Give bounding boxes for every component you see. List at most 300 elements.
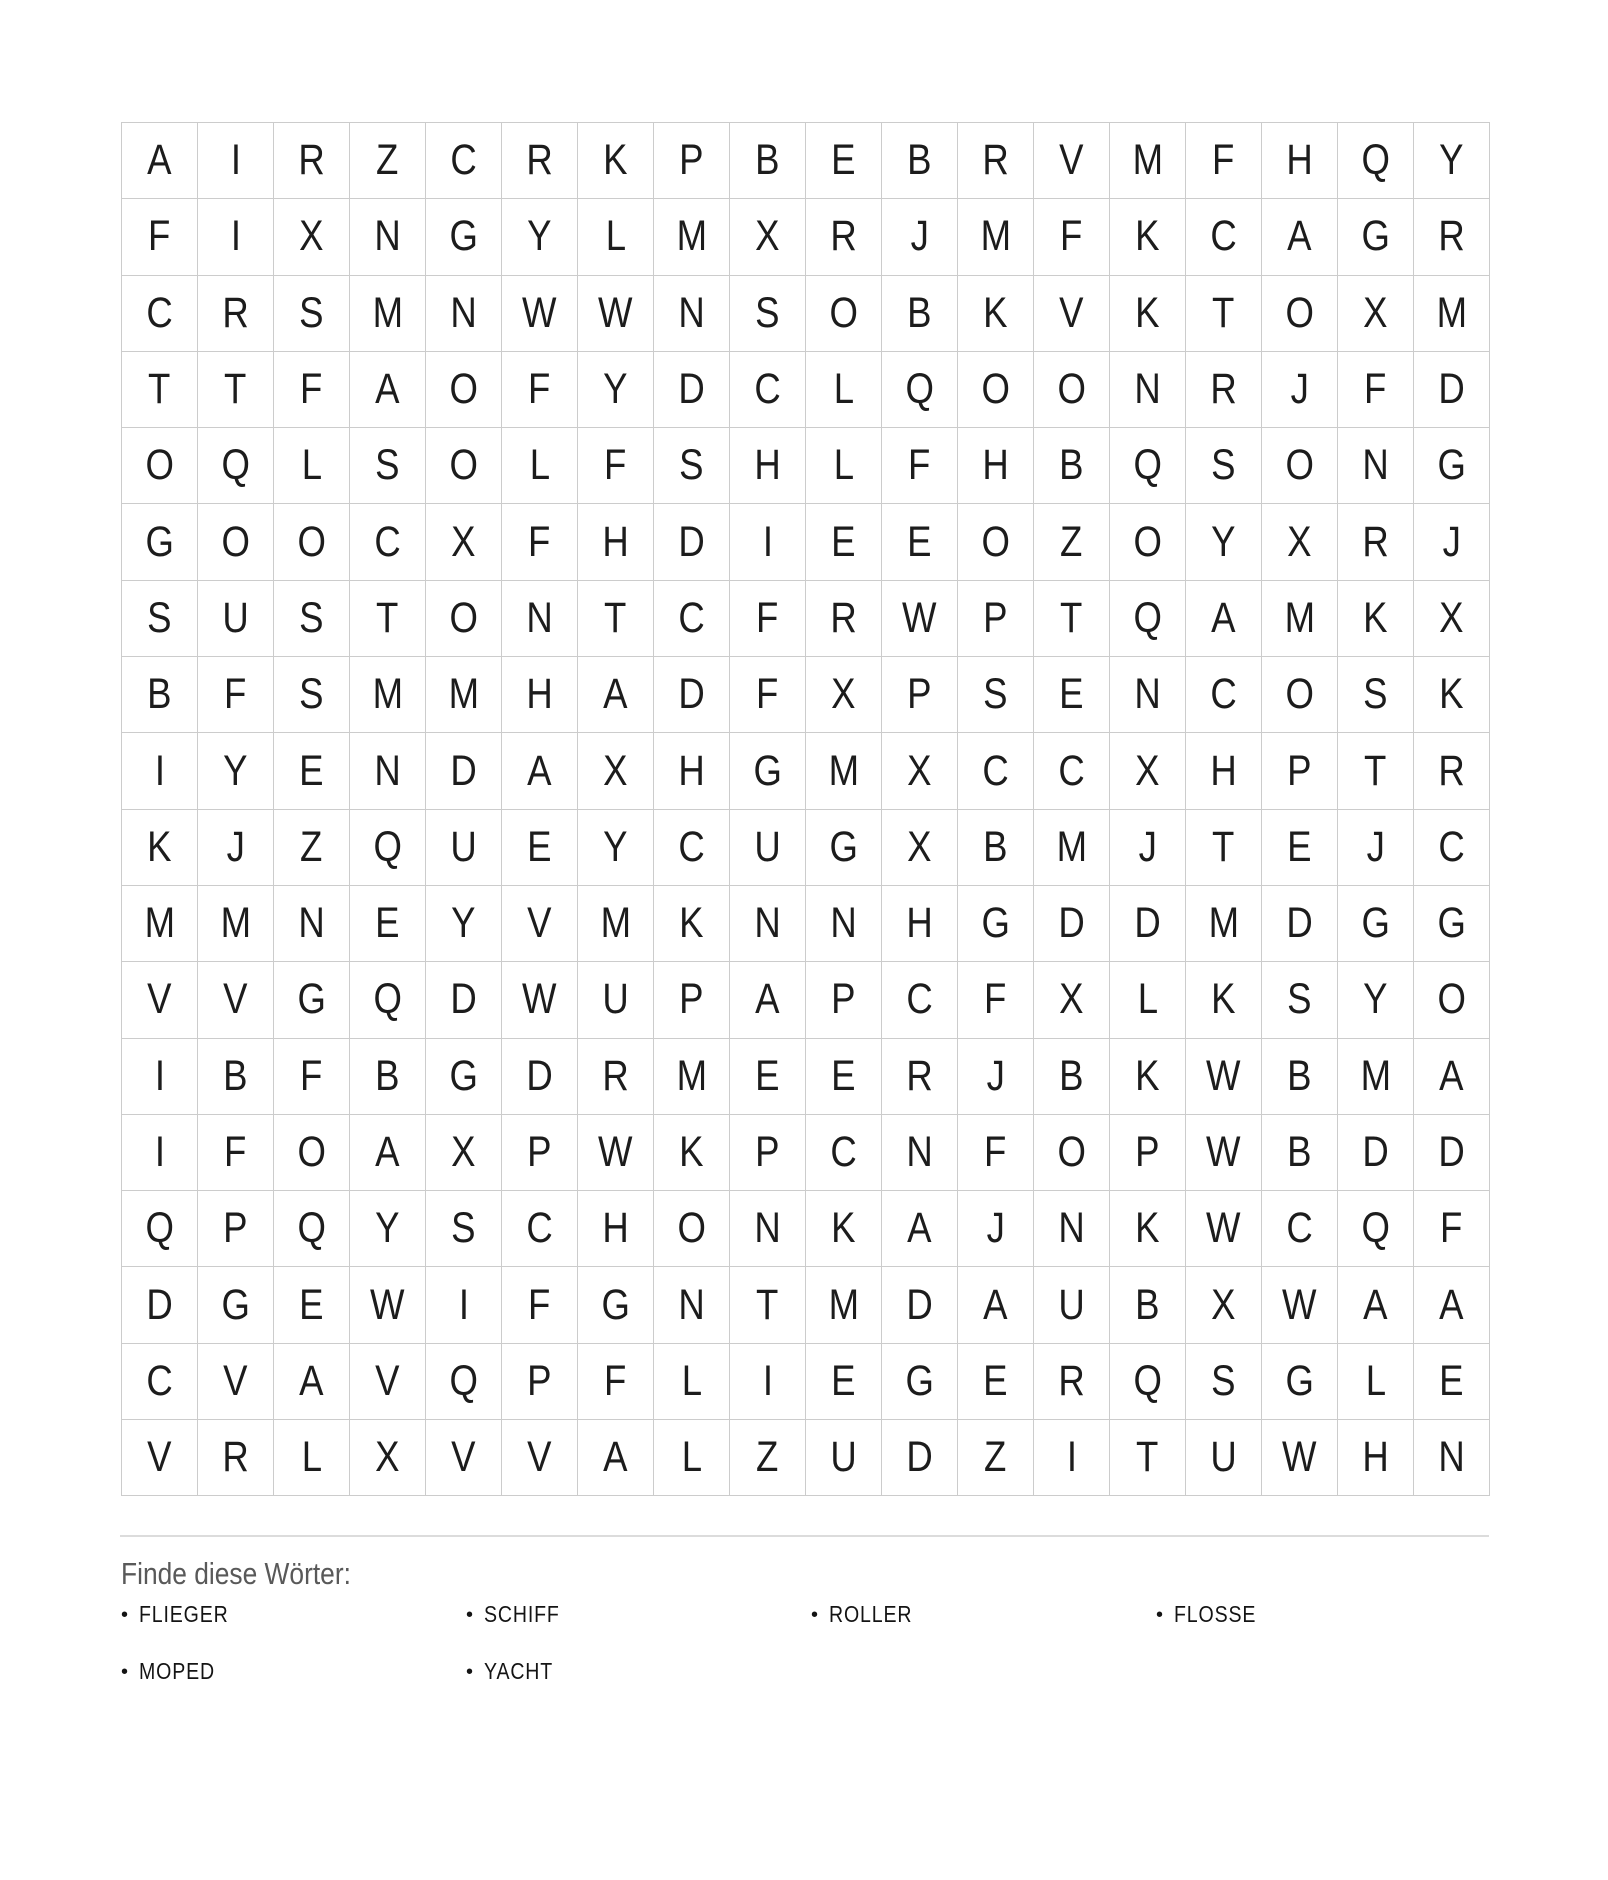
grid-cell[interactable] <box>1414 352 1490 428</box>
grid-cell[interactable] <box>806 1267 882 1343</box>
grid-cell[interactable] <box>1414 1344 1490 1420</box>
grid-cell[interactable] <box>1262 657 1338 733</box>
grid-cell[interactable] <box>654 657 730 733</box>
grid-cell[interactable] <box>654 199 730 275</box>
grid-cell[interactable] <box>1262 581 1338 657</box>
grid-cell[interactable] <box>1034 1344 1110 1420</box>
grid-cell[interactable] <box>730 733 806 809</box>
grid-cell[interactable] <box>578 428 654 504</box>
grid-cell[interactable] <box>1262 352 1338 428</box>
grid-cell[interactable] <box>1414 1191 1490 1267</box>
grid-cell[interactable] <box>198 352 274 428</box>
grid-cell[interactable] <box>350 810 426 886</box>
grid-cell[interactable] <box>958 199 1034 275</box>
grid-cell[interactable] <box>122 504 198 580</box>
grid-cell[interactable] <box>578 276 654 352</box>
grid-cell[interactable] <box>1110 1191 1186 1267</box>
grid-cell[interactable] <box>730 962 806 1038</box>
grid-cell[interactable] <box>274 428 350 504</box>
grid-cell[interactable] <box>426 1344 502 1420</box>
grid-cell[interactable] <box>806 657 882 733</box>
grid-cell[interactable] <box>1414 428 1490 504</box>
grid-cell[interactable] <box>1338 276 1414 352</box>
grid-cell[interactable] <box>654 276 730 352</box>
grid-cell[interactable] <box>1338 1344 1414 1420</box>
grid-cell[interactable] <box>1262 962 1338 1038</box>
grid-cell[interactable] <box>198 1344 274 1420</box>
grid-cell[interactable] <box>1110 1115 1186 1191</box>
grid-cell[interactable] <box>122 276 198 352</box>
grid-cell[interactable] <box>958 1420 1034 1496</box>
grid-cell[interactable] <box>350 1267 426 1343</box>
grid-cell[interactable] <box>1110 1039 1186 1115</box>
grid-cell[interactable] <box>1186 276 1262 352</box>
grid-cell[interactable] <box>730 1267 806 1343</box>
grid-cell[interactable] <box>350 123 426 199</box>
grid-cell[interactable] <box>578 1420 654 1496</box>
grid-cell[interactable] <box>958 123 1034 199</box>
grid-cell[interactable] <box>1414 1420 1490 1496</box>
grid-cell[interactable] <box>502 733 578 809</box>
grid-cell[interactable] <box>654 1344 730 1420</box>
grid-cell[interactable] <box>806 810 882 886</box>
grid-cell[interactable] <box>350 504 426 580</box>
grid-cell[interactable] <box>806 1039 882 1115</box>
grid-cell[interactable] <box>958 733 1034 809</box>
grid-cell[interactable] <box>1110 1267 1186 1343</box>
grid-cell[interactable] <box>1110 352 1186 428</box>
grid-cell[interactable] <box>958 352 1034 428</box>
grid-cell[interactable] <box>1186 1039 1262 1115</box>
grid-cell[interactable] <box>654 352 730 428</box>
grid-cell[interactable] <box>882 1420 958 1496</box>
grid-cell[interactable] <box>426 352 502 428</box>
grid-cell[interactable] <box>1414 1039 1490 1115</box>
grid-cell[interactable] <box>350 1039 426 1115</box>
grid-cell[interactable] <box>1186 199 1262 275</box>
grid-cell[interactable] <box>122 1420 198 1496</box>
grid-cell[interactable] <box>882 886 958 962</box>
grid-cell[interactable] <box>882 1191 958 1267</box>
grid-cell[interactable] <box>122 428 198 504</box>
grid-cell[interactable] <box>426 1267 502 1343</box>
grid-cell[interactable] <box>1034 581 1110 657</box>
grid-cell[interactable] <box>730 276 806 352</box>
grid-cell[interactable] <box>1186 1344 1262 1420</box>
grid-cell[interactable] <box>1414 886 1490 962</box>
grid-cell[interactable] <box>502 962 578 1038</box>
grid-cell[interactable] <box>1262 733 1338 809</box>
grid-cell[interactable] <box>426 657 502 733</box>
grid-cell[interactable] <box>882 1039 958 1115</box>
grid-cell[interactable] <box>1338 428 1414 504</box>
grid-cell[interactable] <box>1186 1267 1262 1343</box>
grid-cell[interactable] <box>122 886 198 962</box>
grid-cell[interactable] <box>882 581 958 657</box>
grid-cell[interactable] <box>1338 1267 1414 1343</box>
grid-cell[interactable] <box>426 276 502 352</box>
grid-cell[interactable] <box>350 962 426 1038</box>
grid-cell[interactable] <box>654 886 730 962</box>
grid-cell[interactable] <box>274 886 350 962</box>
grid-cell[interactable] <box>122 1115 198 1191</box>
grid-cell[interactable] <box>122 657 198 733</box>
grid-cell[interactable] <box>1110 810 1186 886</box>
grid-cell[interactable] <box>1186 733 1262 809</box>
grid-cell[interactable] <box>122 199 198 275</box>
grid-cell[interactable] <box>198 123 274 199</box>
grid-cell[interactable] <box>274 581 350 657</box>
grid-cell[interactable] <box>426 1039 502 1115</box>
grid-cell[interactable] <box>426 199 502 275</box>
grid-cell[interactable] <box>426 1115 502 1191</box>
grid-cell[interactable] <box>1338 657 1414 733</box>
grid-cell[interactable] <box>1338 962 1414 1038</box>
grid-cell[interactable] <box>1034 1267 1110 1343</box>
grid-cell[interactable] <box>1414 1115 1490 1191</box>
grid-cell[interactable] <box>122 1191 198 1267</box>
grid-cell[interactable] <box>1110 504 1186 580</box>
grid-cell[interactable] <box>350 428 426 504</box>
grid-cell[interactable] <box>274 962 350 1038</box>
grid-cell[interactable] <box>958 276 1034 352</box>
grid-cell[interactable] <box>578 1115 654 1191</box>
grid-cell[interactable] <box>274 199 350 275</box>
grid-cell[interactable] <box>1262 428 1338 504</box>
grid-cell[interactable] <box>274 1039 350 1115</box>
grid-cell[interactable] <box>274 123 350 199</box>
grid-cell[interactable] <box>1110 1344 1186 1420</box>
grid-cell[interactable] <box>502 1039 578 1115</box>
grid-cell[interactable] <box>1262 1191 1338 1267</box>
grid-cell[interactable] <box>882 428 958 504</box>
grid-cell[interactable] <box>350 1420 426 1496</box>
grid-cell[interactable] <box>1034 199 1110 275</box>
grid-cell[interactable] <box>1338 199 1414 275</box>
grid-cell[interactable] <box>730 1115 806 1191</box>
grid-cell[interactable] <box>730 123 806 199</box>
grid-cell[interactable] <box>1034 352 1110 428</box>
grid-cell[interactable] <box>198 962 274 1038</box>
grid-cell[interactable] <box>1414 504 1490 580</box>
grid-cell[interactable] <box>1186 352 1262 428</box>
grid-cell[interactable] <box>1338 1039 1414 1115</box>
grid-cell[interactable] <box>958 504 1034 580</box>
grid-cell[interactable] <box>806 1344 882 1420</box>
grid-cell[interactable] <box>1110 657 1186 733</box>
grid-cell[interactable] <box>1338 1115 1414 1191</box>
grid-cell[interactable] <box>1110 733 1186 809</box>
grid-cell[interactable] <box>806 962 882 1038</box>
grid-cell[interactable] <box>426 581 502 657</box>
grid-cell[interactable] <box>1262 1039 1338 1115</box>
grid-cell[interactable] <box>1034 962 1110 1038</box>
grid-cell[interactable] <box>882 123 958 199</box>
grid-cell[interactable] <box>806 886 882 962</box>
grid-cell[interactable] <box>1262 1267 1338 1343</box>
grid-cell[interactable] <box>198 276 274 352</box>
grid-cell[interactable] <box>122 581 198 657</box>
grid-cell[interactable] <box>1186 581 1262 657</box>
grid-cell[interactable] <box>1186 123 1262 199</box>
grid-cell[interactable] <box>122 962 198 1038</box>
grid-cell[interactable] <box>198 504 274 580</box>
grid-cell[interactable] <box>198 733 274 809</box>
grid-cell[interactable] <box>198 657 274 733</box>
grid-cell[interactable] <box>426 123 502 199</box>
grid-cell[interactable] <box>1262 810 1338 886</box>
grid-cell[interactable] <box>1186 1191 1262 1267</box>
grid-cell[interactable] <box>502 504 578 580</box>
grid-cell[interactable] <box>1414 199 1490 275</box>
grid-cell[interactable] <box>350 1115 426 1191</box>
grid-cell[interactable] <box>730 199 806 275</box>
grid-cell[interactable] <box>1262 123 1338 199</box>
grid-cell[interactable] <box>1034 123 1110 199</box>
grid-cell[interactable] <box>654 504 730 580</box>
grid-cell[interactable] <box>198 886 274 962</box>
grid-cell[interactable] <box>198 1039 274 1115</box>
grid-cell[interactable] <box>1034 1420 1110 1496</box>
grid-cell[interactable] <box>1110 962 1186 1038</box>
grid-cell[interactable] <box>806 276 882 352</box>
grid-cell[interactable] <box>578 962 654 1038</box>
grid-cell[interactable] <box>958 1115 1034 1191</box>
grid-cell[interactable] <box>578 1267 654 1343</box>
grid-cell[interactable] <box>654 1039 730 1115</box>
grid-cell[interactable] <box>730 428 806 504</box>
grid-cell[interactable] <box>1034 733 1110 809</box>
grid-cell[interactable] <box>882 1344 958 1420</box>
grid-cell[interactable] <box>806 428 882 504</box>
grid-cell[interactable] <box>502 352 578 428</box>
grid-cell[interactable] <box>654 428 730 504</box>
grid-cell[interactable] <box>198 1267 274 1343</box>
grid-cell[interactable] <box>958 581 1034 657</box>
grid-cell[interactable] <box>958 886 1034 962</box>
grid-cell[interactable] <box>198 581 274 657</box>
grid-cell[interactable] <box>426 886 502 962</box>
grid-cell[interactable] <box>578 1191 654 1267</box>
grid-cell[interactable] <box>730 1039 806 1115</box>
grid-cell[interactable] <box>578 504 654 580</box>
grid-cell[interactable] <box>198 1191 274 1267</box>
grid-cell[interactable] <box>1414 962 1490 1038</box>
grid-cell[interactable] <box>730 657 806 733</box>
grid-cell[interactable] <box>730 886 806 962</box>
grid-cell[interactable] <box>730 352 806 428</box>
grid-cell[interactable] <box>198 810 274 886</box>
grid-cell[interactable] <box>1338 733 1414 809</box>
grid-cell[interactable] <box>958 1267 1034 1343</box>
grid-cell[interactable] <box>198 428 274 504</box>
grid-cell[interactable] <box>274 1191 350 1267</box>
grid-cell[interactable] <box>1414 123 1490 199</box>
grid-cell[interactable] <box>958 962 1034 1038</box>
grid-cell[interactable] <box>502 199 578 275</box>
grid-cell[interactable] <box>806 504 882 580</box>
grid-cell[interactable] <box>350 581 426 657</box>
grid-cell[interactable] <box>1338 123 1414 199</box>
grid-cell[interactable] <box>274 1344 350 1420</box>
grid-cell[interactable] <box>502 1115 578 1191</box>
grid-cell[interactable] <box>1034 1039 1110 1115</box>
grid-cell[interactable] <box>806 1191 882 1267</box>
grid-cell[interactable] <box>730 810 806 886</box>
grid-cell[interactable] <box>502 276 578 352</box>
grid-cell[interactable] <box>1262 199 1338 275</box>
grid-cell[interactable] <box>426 428 502 504</box>
grid-cell[interactable] <box>806 199 882 275</box>
grid-cell[interactable] <box>1034 428 1110 504</box>
grid-cell[interactable] <box>882 657 958 733</box>
grid-cell[interactable] <box>1186 810 1262 886</box>
grid-cell[interactable] <box>502 810 578 886</box>
grid-cell[interactable] <box>350 352 426 428</box>
grid-cell[interactable] <box>654 123 730 199</box>
grid-cell[interactable] <box>1110 428 1186 504</box>
grid-cell[interactable] <box>730 1420 806 1496</box>
grid-cell[interactable] <box>806 1115 882 1191</box>
grid-cell[interactable] <box>1034 276 1110 352</box>
grid-cell[interactable] <box>426 733 502 809</box>
grid-cell[interactable] <box>1034 657 1110 733</box>
grid-cell[interactable] <box>274 1420 350 1496</box>
grid-cell[interactable] <box>882 733 958 809</box>
grid-cell[interactable] <box>882 276 958 352</box>
grid-cell[interactable] <box>502 1420 578 1496</box>
grid-cell[interactable] <box>578 886 654 962</box>
grid-cell[interactable] <box>1414 581 1490 657</box>
grid-cell[interactable] <box>578 1344 654 1420</box>
grid-cell[interactable] <box>806 733 882 809</box>
grid-cell[interactable] <box>274 1267 350 1343</box>
grid-cell[interactable] <box>122 810 198 886</box>
grid-cell[interactable] <box>958 1039 1034 1115</box>
grid-cell[interactable] <box>122 733 198 809</box>
grid-cell[interactable] <box>502 581 578 657</box>
grid-cell[interactable] <box>502 1191 578 1267</box>
grid-cell[interactable] <box>274 352 350 428</box>
grid-cell[interactable] <box>122 352 198 428</box>
grid-cell[interactable] <box>1186 1420 1262 1496</box>
grid-cell[interactable] <box>1262 1115 1338 1191</box>
grid-cell[interactable] <box>958 657 1034 733</box>
grid-cell[interactable] <box>730 504 806 580</box>
grid-cell[interactable] <box>806 123 882 199</box>
grid-cell[interactable] <box>1110 886 1186 962</box>
grid-cell[interactable] <box>1110 199 1186 275</box>
grid-cell[interactable] <box>1110 276 1186 352</box>
grid-cell[interactable] <box>578 657 654 733</box>
grid-cell[interactable] <box>882 1115 958 1191</box>
grid-cell[interactable] <box>122 123 198 199</box>
grid-cell[interactable] <box>1034 810 1110 886</box>
grid-cell[interactable] <box>1338 1420 1414 1496</box>
grid-cell[interactable] <box>578 1039 654 1115</box>
grid-cell[interactable] <box>1338 352 1414 428</box>
grid-cell[interactable] <box>882 810 958 886</box>
grid-cell[interactable] <box>730 1191 806 1267</box>
grid-cell[interactable] <box>426 962 502 1038</box>
grid-cell[interactable] <box>502 123 578 199</box>
grid-cell[interactable] <box>274 657 350 733</box>
grid-cell[interactable] <box>654 1267 730 1343</box>
grid-cell[interactable] <box>1338 810 1414 886</box>
grid-cell[interactable] <box>958 428 1034 504</box>
grid-cell[interactable] <box>1186 886 1262 962</box>
grid-cell[interactable] <box>502 428 578 504</box>
grid-cell[interactable] <box>958 810 1034 886</box>
grid-cell[interactable] <box>654 962 730 1038</box>
grid-cell[interactable] <box>1414 810 1490 886</box>
grid-cell[interactable] <box>578 581 654 657</box>
grid-cell[interactable] <box>654 810 730 886</box>
grid-cell[interactable] <box>350 1191 426 1267</box>
grid-cell[interactable] <box>1186 657 1262 733</box>
grid-cell[interactable] <box>502 886 578 962</box>
grid-cell[interactable] <box>882 1267 958 1343</box>
grid-cell[interactable] <box>578 199 654 275</box>
grid-cell[interactable] <box>1414 657 1490 733</box>
grid-cell[interactable] <box>1414 733 1490 809</box>
grid-cell[interactable] <box>1186 962 1262 1038</box>
grid-cell[interactable] <box>1186 504 1262 580</box>
grid-cell[interactable] <box>198 199 274 275</box>
grid-cell[interactable] <box>502 657 578 733</box>
grid-cell[interactable] <box>198 1420 274 1496</box>
grid-cell[interactable] <box>350 1344 426 1420</box>
grid-cell[interactable] <box>1338 504 1414 580</box>
grid-cell[interactable] <box>882 504 958 580</box>
grid-cell[interactable] <box>426 1191 502 1267</box>
grid-cell[interactable] <box>654 1420 730 1496</box>
grid-cell[interactable] <box>350 657 426 733</box>
grid-cell[interactable] <box>350 886 426 962</box>
grid-cell[interactable] <box>274 733 350 809</box>
grid-cell[interactable] <box>350 733 426 809</box>
grid-cell[interactable] <box>578 352 654 428</box>
grid-cell[interactable] <box>426 810 502 886</box>
grid-cell[interactable] <box>1414 276 1490 352</box>
grid-cell[interactable] <box>654 581 730 657</box>
grid-cell[interactable] <box>1034 504 1110 580</box>
grid-cell[interactable] <box>274 810 350 886</box>
grid-cell[interactable] <box>122 1039 198 1115</box>
grid-cell[interactable] <box>274 504 350 580</box>
grid-cell[interactable] <box>122 1267 198 1343</box>
grid-cell[interactable] <box>958 1191 1034 1267</box>
grid-cell[interactable] <box>274 1115 350 1191</box>
grid-cell[interactable] <box>1338 581 1414 657</box>
grid-cell[interactable] <box>806 352 882 428</box>
grid-cell[interactable] <box>1034 1115 1110 1191</box>
grid-cell[interactable] <box>1110 581 1186 657</box>
grid-cell[interactable] <box>1110 1420 1186 1496</box>
grid-cell[interactable] <box>1262 1344 1338 1420</box>
grid-cell[interactable] <box>1034 886 1110 962</box>
grid-cell[interactable] <box>274 276 350 352</box>
grid-cell[interactable] <box>882 962 958 1038</box>
grid-cell[interactable] <box>1034 1191 1110 1267</box>
grid-cell[interactable] <box>1262 276 1338 352</box>
grid-cell[interactable] <box>426 504 502 580</box>
grid-cell[interactable] <box>1414 1267 1490 1343</box>
grid-cell[interactable] <box>578 123 654 199</box>
grid-cell[interactable] <box>1262 886 1338 962</box>
grid-cell[interactable] <box>1338 886 1414 962</box>
grid-cell[interactable] <box>502 1267 578 1343</box>
